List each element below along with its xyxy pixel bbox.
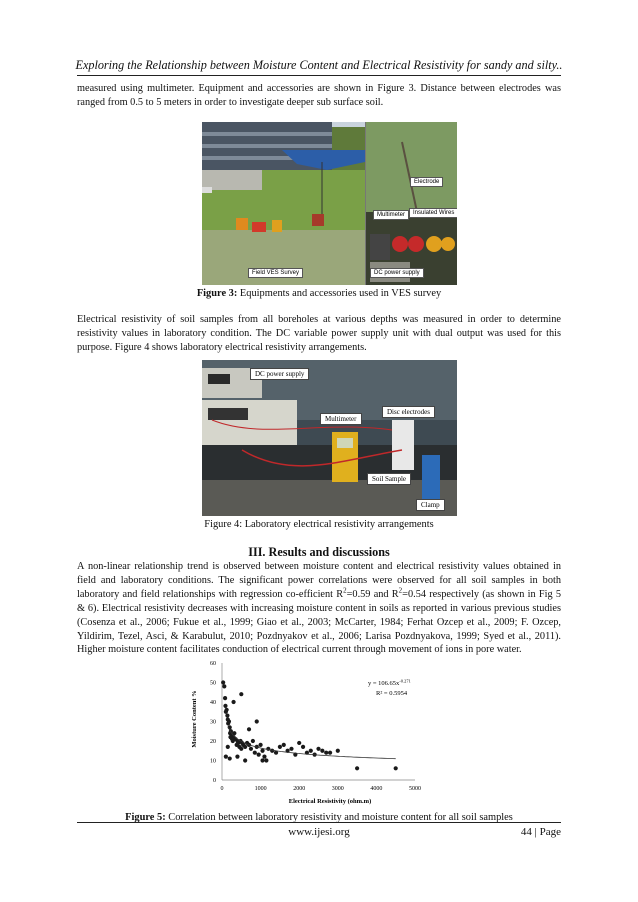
data-point: [297, 741, 301, 745]
paragraph-1: measured using multimeter. Equipment and accessories are shown in Figure 3. Distance between electrodes was ranged from 0.5 to 5 meters in order to investigate deeper sub surface soil.: [77, 83, 561, 108]
data-point: [316, 747, 320, 751]
data-point: [227, 719, 231, 723]
trend-equation: $y = 106.65x^{-0.271}$: [368, 678, 411, 687]
running-header: Exploring the Relationship between Moisture Content and Electrical Resistivity for sandy and silty..: [75, 58, 563, 72]
y-axis-label: Moisture Content %: [191, 690, 198, 748]
data-point: [328, 751, 332, 755]
y-tick-label: 40: [210, 700, 216, 706]
data-point: [264, 758, 268, 762]
data-point: [243, 745, 247, 749]
figure-4-photo: [202, 360, 457, 516]
data-point: [266, 747, 270, 751]
figure-5-caption: Figure 5: Correlation between laboratory resistivity and moisture content for all soil samples: [125, 812, 513, 823]
data-point: [223, 704, 227, 708]
data-point: [243, 758, 247, 762]
data-point: [355, 766, 359, 770]
figure-3-caption: Figure 3: Equipments and accessories used in VES survey: [196, 288, 442, 299]
label-electrode: Electrode: [410, 177, 443, 187]
x-tick-label: 5000: [409, 786, 421, 792]
data-point: [309, 749, 313, 753]
label-insulated-wires: Insulated Wires: [409, 208, 457, 218]
data-point: [226, 745, 230, 749]
x-tick-label: 4000: [370, 786, 383, 792]
figure-5-chart: [180, 655, 460, 805]
data-point: [249, 747, 253, 751]
data-point: [222, 684, 226, 688]
page-number: 44 | Page: [520, 826, 561, 838]
section-heading: III. Results and discussions: [248, 545, 390, 559]
label-lab-multimeter: Multimeter: [320, 413, 362, 425]
label-lab-dc-power: DC power supply: [250, 368, 309, 380]
y-tick-label: 20: [210, 739, 216, 745]
y-tick-label: 60: [210, 661, 216, 667]
x-tick-label: 2000: [293, 786, 306, 792]
header-rule: [77, 75, 561, 76]
label-disc-electrodes: Disc electrodes: [382, 406, 435, 418]
y-tick-label: 10: [210, 758, 216, 765]
data-point: [223, 696, 227, 700]
r-squared: R² = 0.5954: [376, 690, 408, 697]
data-point: [251, 739, 255, 743]
data-point: [394, 766, 398, 770]
data-point: [289, 747, 293, 751]
data-point: [282, 743, 286, 747]
data-point: [301, 745, 305, 749]
paragraph-2: Electrical resistivity of soil samples from all boreholes at various depths was measured in order to determine resistivity values in laboratory condition. The DC variable power supply unit with dual output was used for this purpose. Figure 4 shows laboratory electrical resistivity arrangements.: [77, 314, 561, 353]
data-point: [247, 727, 251, 731]
footer-url[interactable]: www.ijesi.org: [288, 826, 350, 838]
label-dc-power: DC power supply: [370, 268, 424, 278]
data-point: [224, 755, 228, 759]
x-tick-label: 1000: [254, 786, 267, 792]
label-field-ves: Field VES Survey: [248, 268, 303, 278]
data-point: [324, 751, 328, 755]
data-point: [231, 700, 235, 704]
x-tick-label: 0: [220, 786, 224, 792]
y-tick-label: 0: [213, 778, 216, 784]
figure-4-caption: Figure 4: Laboratory electrical resistivity arrangements: [204, 519, 434, 530]
data-point: [225, 714, 229, 718]
data-point: [255, 719, 259, 723]
label-clamp: Clamp: [416, 499, 445, 511]
x-axis-label: Electrical Resistivity (ohm.m): [288, 798, 372, 805]
y-tick-label: 30: [210, 719, 216, 726]
footer-rule: [77, 822, 561, 823]
data-point: [221, 680, 225, 684]
data-point: [257, 753, 261, 757]
figure-3-photo: [202, 122, 457, 285]
data-point: [239, 692, 243, 696]
figure-4-image: [202, 360, 457, 516]
data-point: [253, 751, 257, 755]
y-tick-label: 50: [210, 680, 216, 687]
data-point: [320, 749, 324, 753]
paragraph-3: A non-linear relationship trend is observed between moisture content and electrical resistivity values obtained in field and laboratory conditions. The significant power correlations were observed for all soil samples in both laboratory and field relationships with regression co-efficient $R^2=0.59$ and $R^2=0.54$ respectively (as shown in Fig 5 & 6). Electrical resistivity decreases with increasing moisture content in soils as reported in various previous studies (Cosenza et al., 2006; Fukue et al., 1999; Giao et al., 2003; McCarter, 1984; Ferhat Ozcep et al., 2009; F. Ozcep, Yildirim, Tezel, Asci, & Karabulut, 2010; Pozdnyakov et al., 2006; Larisa Pozdnyakova, 1999; Syed et al., 2011). Higher moisture content facilitates conduction of electrical current through movement of ions in pore water.: [77, 561, 561, 656]
data-point: [228, 756, 232, 760]
label-multimeter: Multimeter: [373, 210, 409, 220]
data-point: [225, 708, 229, 712]
data-point: [262, 755, 266, 759]
data-point: [239, 747, 243, 751]
data-point: [260, 749, 264, 753]
data-point: [260, 758, 264, 762]
data-point: [278, 745, 282, 749]
label-soil-sample: Soil Sample: [367, 473, 411, 485]
data-point: [336, 749, 340, 753]
x-tick-label: 3000: [331, 786, 344, 792]
chart-points: [221, 680, 398, 770]
figure-3-image: [202, 122, 457, 285]
data-point: [259, 743, 263, 747]
data-point: [235, 755, 239, 759]
